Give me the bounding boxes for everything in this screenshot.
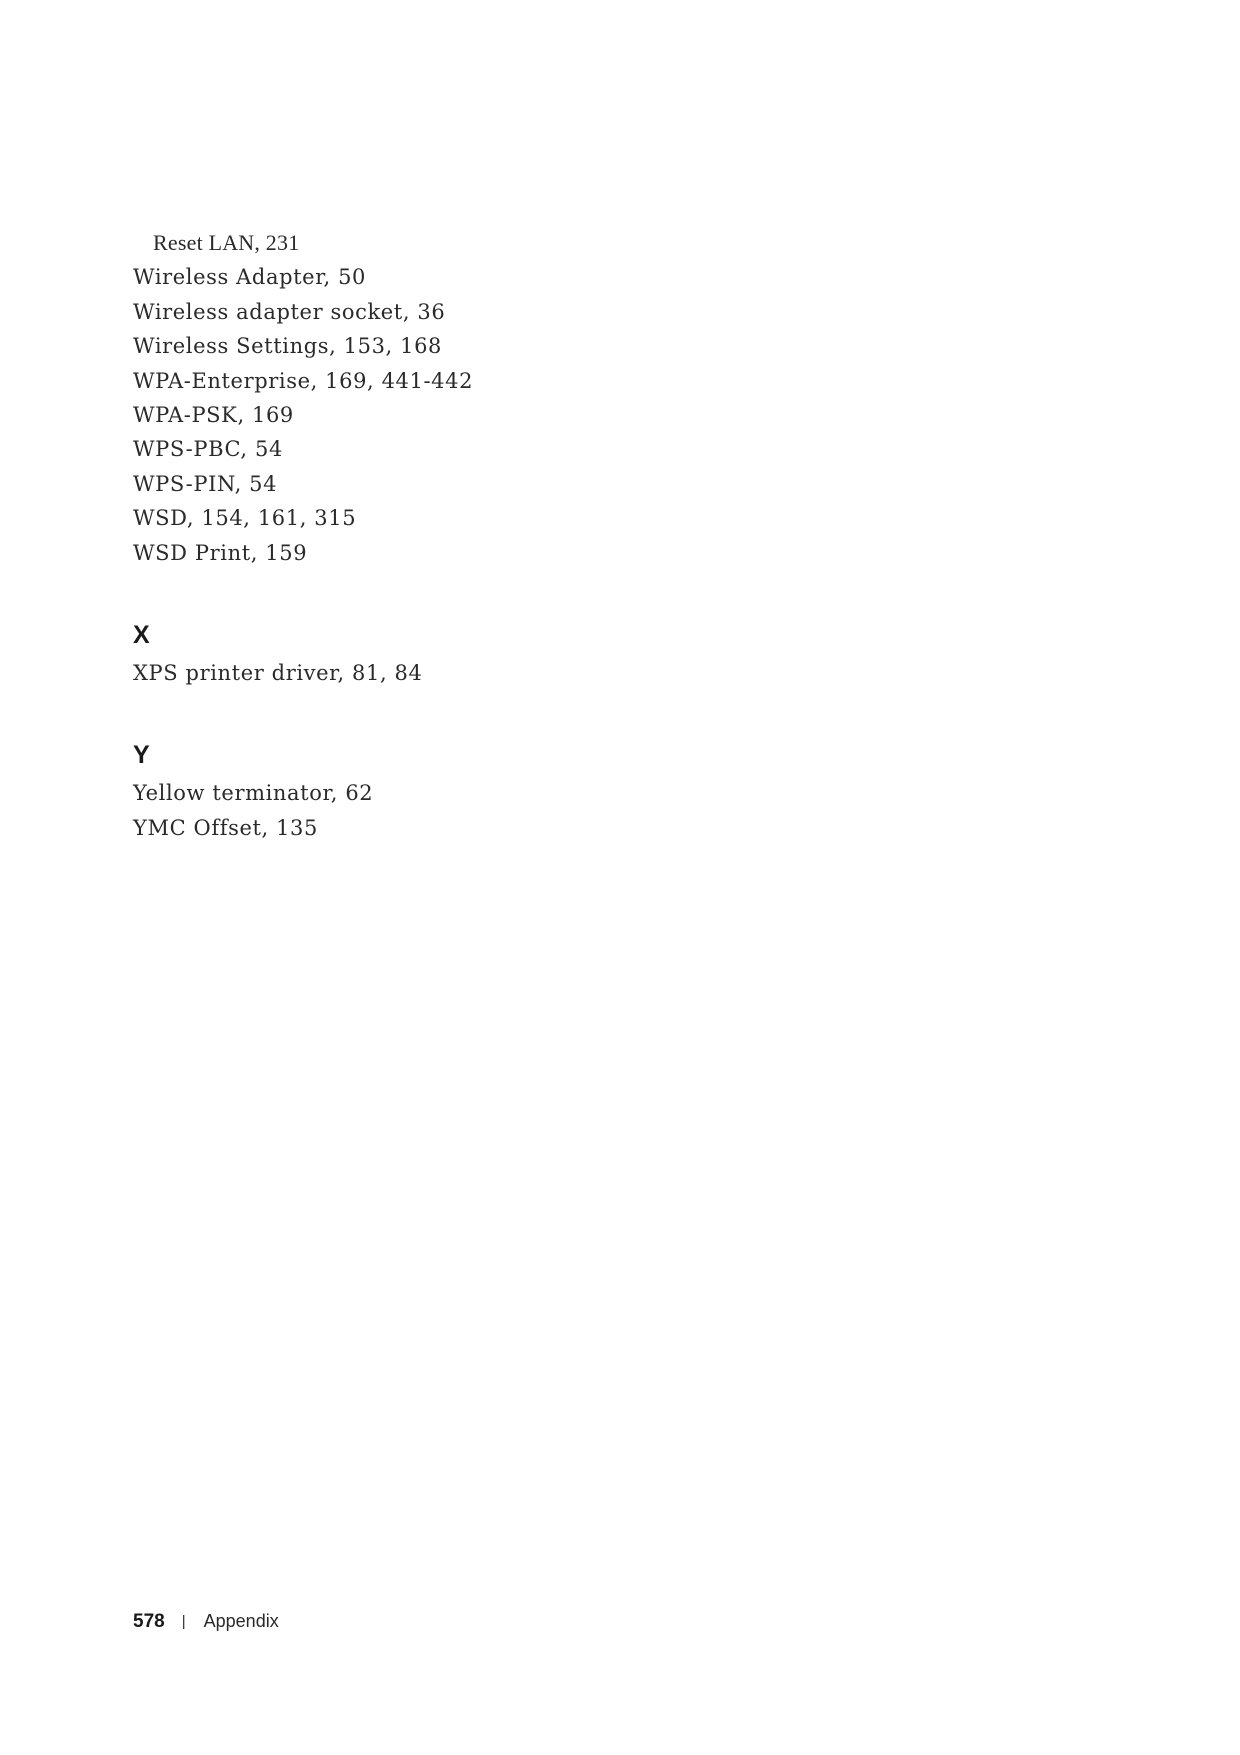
index-entry: WSD, 154, 161, 315 xyxy=(133,506,357,531)
footer-section-title: Appendix xyxy=(203,1611,279,1631)
index-entry: XPS printer driver, 81, 84 xyxy=(133,660,423,685)
index-entry: WPS-PBC, 54 xyxy=(133,437,283,462)
index-entry: WPA-Enterprise, 169, 441-442 xyxy=(133,368,474,393)
section-heading-y: Y xyxy=(133,741,150,770)
index-entry: Reset LAN, 231 xyxy=(153,230,300,255)
page-footer xyxy=(133,1609,279,1635)
page-number: 578 xyxy=(133,1611,165,1632)
index-entry: WPA-PSK, 169 xyxy=(133,402,294,427)
footer-separator: | xyxy=(181,1613,186,1630)
index-entry: YMC Offset, 135 xyxy=(133,815,318,840)
index-entry: Wireless Settings, 153, 168 xyxy=(133,334,442,359)
section-heading-x: X xyxy=(133,620,150,649)
index-entry: WSD Print, 159 xyxy=(133,540,308,565)
index-entry: WPS-PIN, 54 xyxy=(133,471,278,496)
index-column xyxy=(133,226,833,845)
index-entry: Wireless adapter socket, 36 xyxy=(133,299,446,324)
index-entry: Yellow terminator, 62 xyxy=(133,781,374,806)
index-entry: Wireless Adapter, 50 xyxy=(133,265,367,290)
